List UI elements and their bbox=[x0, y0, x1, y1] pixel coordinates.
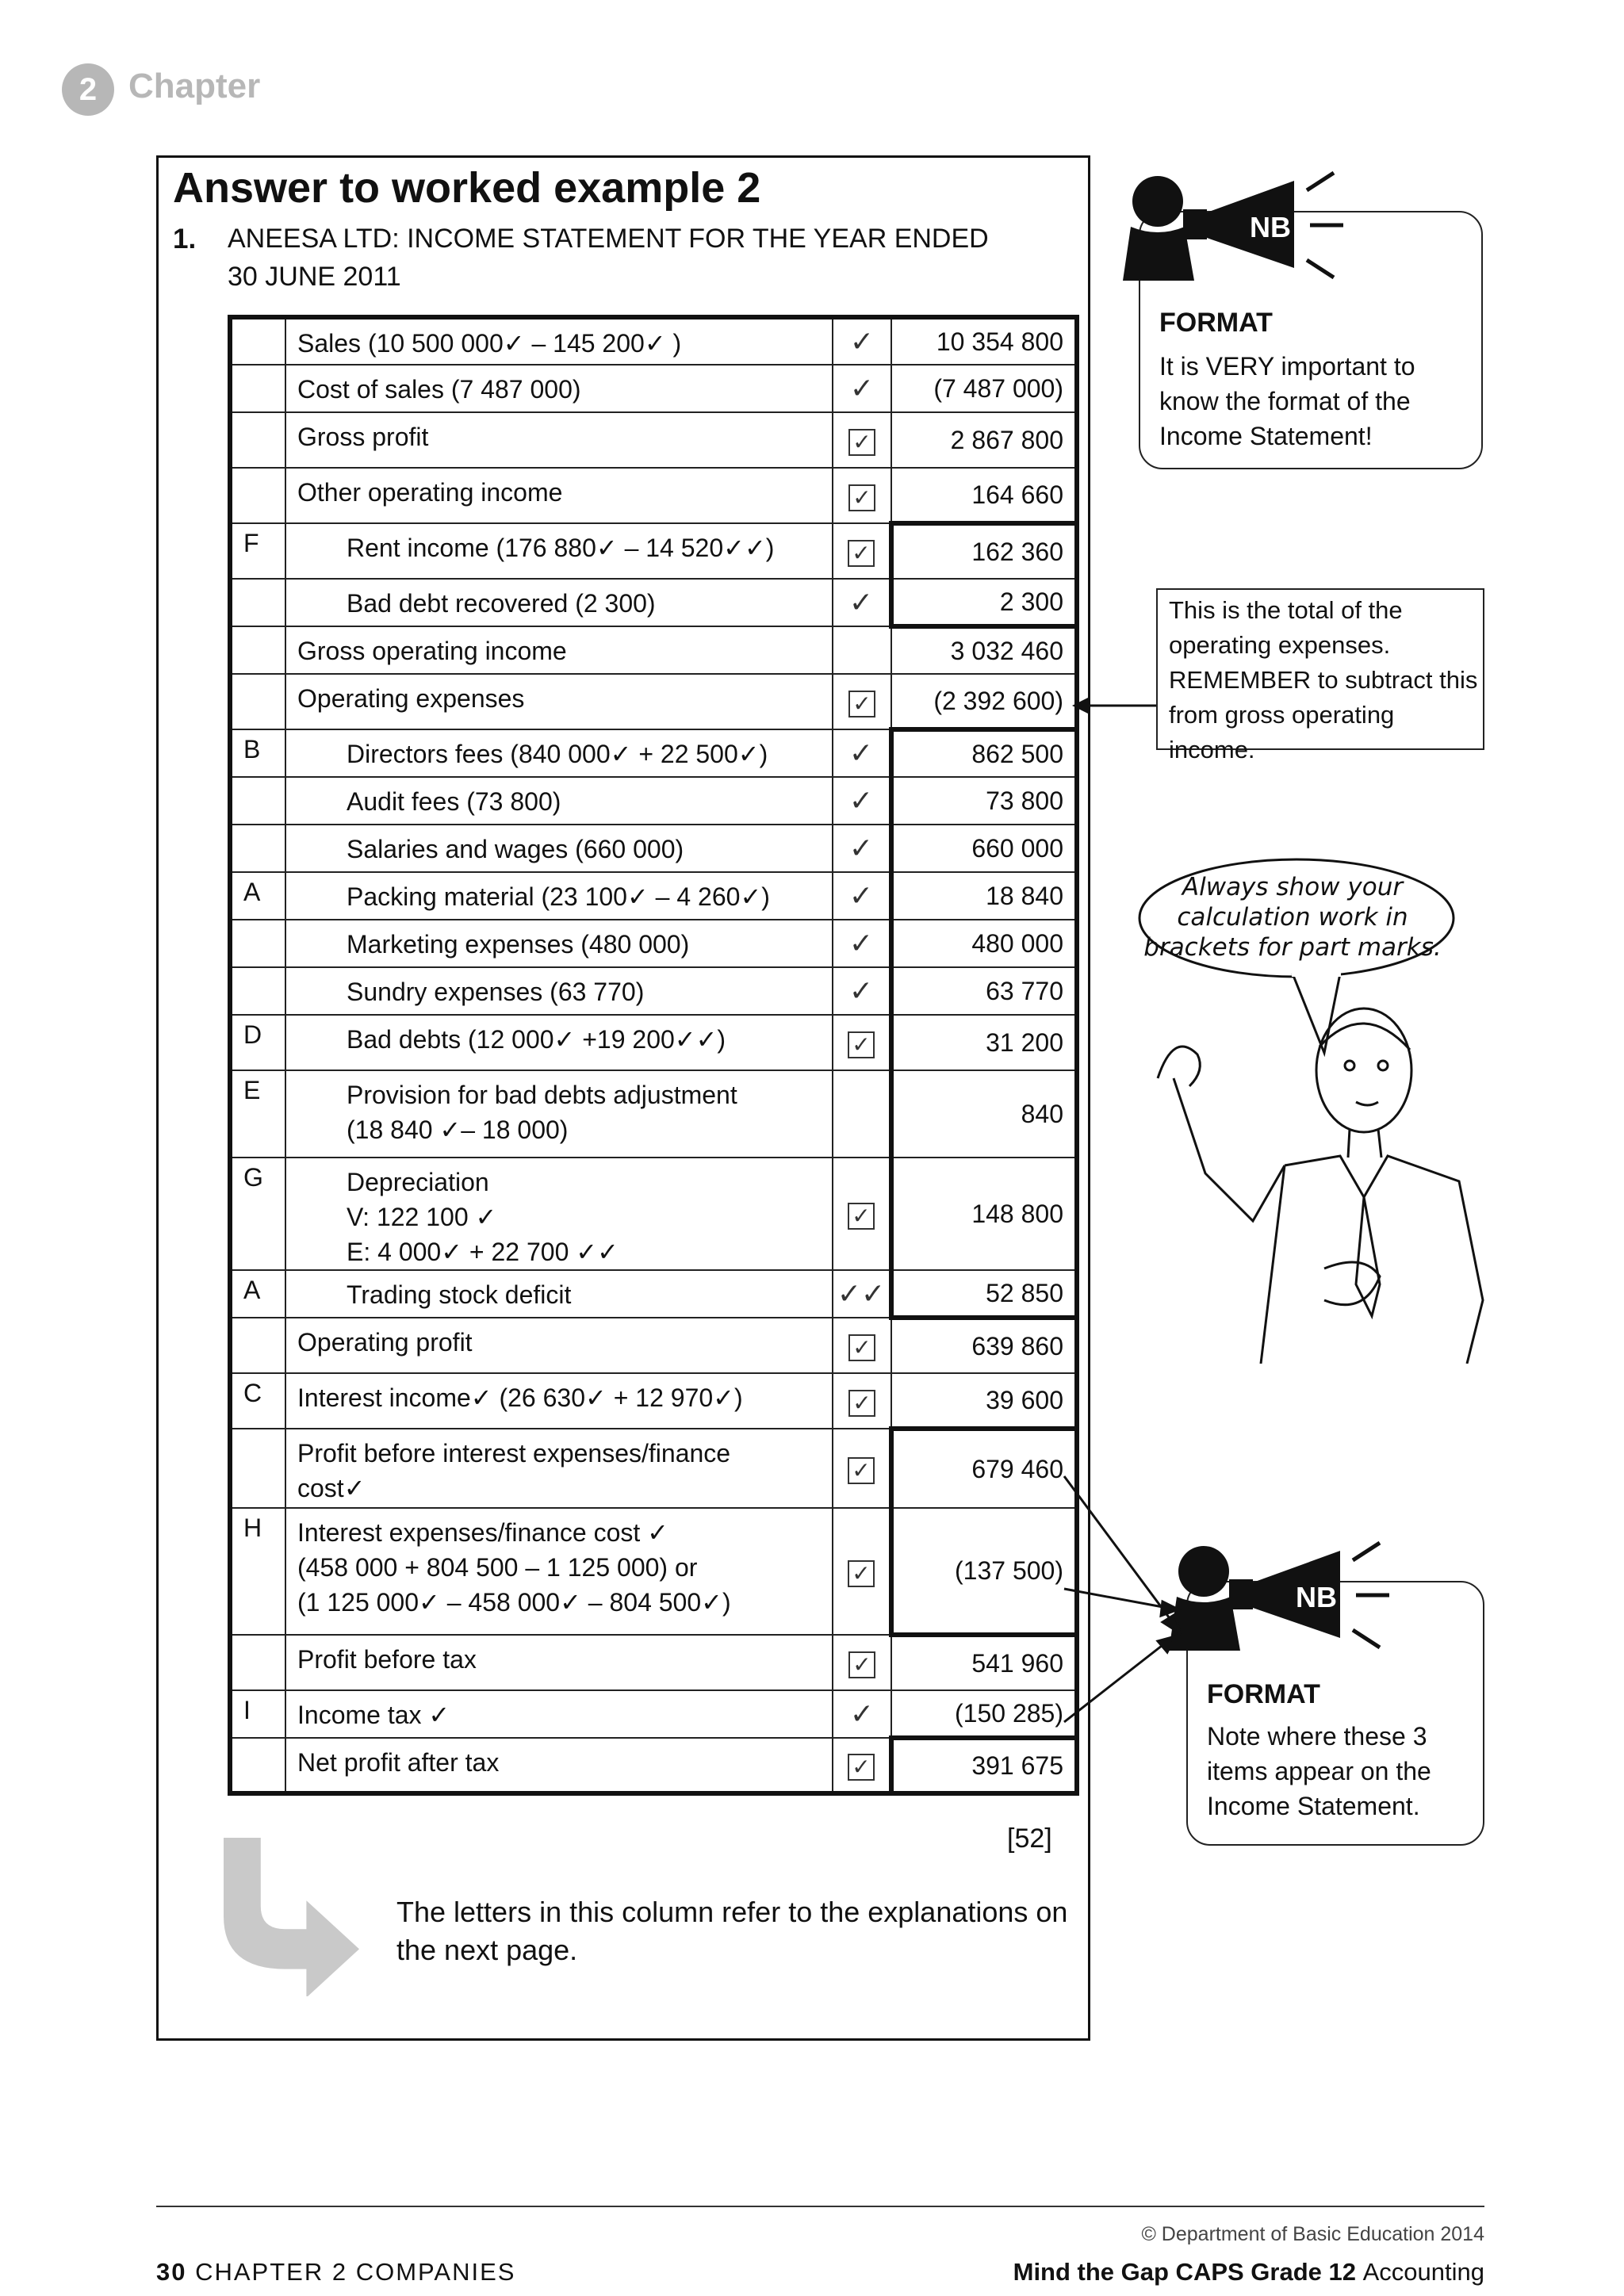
boxed-tick-icon: ✓ bbox=[848, 1560, 875, 1587]
line-item-description: Directors fees (840 000✓ + 22 500✓) bbox=[285, 729, 833, 777]
line-item-description: Cost of sales (7 487 000) bbox=[285, 365, 833, 412]
footer-chapter bbox=[156, 2258, 515, 2286]
statement-row bbox=[230, 1070, 1077, 1158]
tick-icon: ✓ bbox=[848, 879, 874, 912]
line-item-amount: 3 032 460 bbox=[891, 626, 1077, 674]
tick-icon: ✓ bbox=[849, 1697, 875, 1730]
explanation-letter bbox=[230, 468, 285, 523]
line-item-amount: 2 867 800 bbox=[891, 412, 1077, 468]
explanation-letter bbox=[230, 412, 285, 468]
statement-row bbox=[230, 523, 1077, 579]
statement-row bbox=[230, 825, 1077, 872]
tick-icon: ✓ bbox=[848, 832, 874, 864]
statement-row bbox=[230, 317, 1077, 365]
line-item-amount: 39 600 bbox=[891, 1373, 1077, 1429]
line-item-description: Interest income✓ (26 630✓ + 12 970✓) bbox=[285, 1373, 833, 1429]
line-item-amount: 52 850 bbox=[891, 1270, 1077, 1318]
explanation-letter: I bbox=[230, 1690, 285, 1738]
format-callout-2-text: Note where these 3 items appear on the Income Statement. bbox=[1207, 1722, 1431, 1820]
statement-row bbox=[230, 412, 1077, 468]
tick-icon: ✓ bbox=[849, 325, 875, 358]
format-callout-1-title: FORMAT bbox=[1159, 308, 1273, 338]
statement-row bbox=[230, 1429, 1077, 1508]
explanation-letter bbox=[230, 579, 285, 626]
line-item-amount: 679 460 bbox=[891, 1429, 1077, 1508]
line-item-amount: 2 300 bbox=[891, 579, 1077, 626]
tick-icon: ✓ bbox=[848, 737, 874, 769]
mark-tick bbox=[833, 1070, 891, 1158]
line-item-amount: 840 bbox=[891, 1070, 1077, 1158]
mark-tick bbox=[833, 468, 891, 523]
line-item-description: Audit fees (73 800) bbox=[285, 777, 833, 825]
line-item-description: Income tax ✓ bbox=[285, 1690, 833, 1738]
explanation-letter: C bbox=[230, 1373, 285, 1429]
mark-tick bbox=[833, 317, 891, 365]
chapter-number-badge: 2 bbox=[62, 63, 114, 116]
boxed-tick-icon: ✓ bbox=[848, 484, 875, 511]
mark-tick bbox=[833, 1270, 891, 1318]
line-item-amount: 164 660 bbox=[891, 468, 1077, 523]
mark-tick bbox=[833, 1429, 891, 1508]
statement-row bbox=[230, 1508, 1077, 1635]
explanation-letter: A bbox=[230, 1270, 285, 1318]
explanation-letter bbox=[230, 1738, 285, 1793]
explanation-letter bbox=[230, 825, 285, 872]
boxed-tick-icon: ✓ bbox=[848, 1457, 875, 1484]
chapter-label: Chapter bbox=[128, 67, 261, 105]
mark-tick bbox=[833, 872, 891, 920]
line-item-description: Marketing expenses (480 000) bbox=[285, 920, 833, 967]
explanation-letter: E bbox=[230, 1070, 285, 1158]
speech-bubble-text: Always show your calculation work in brackets for part marks. bbox=[1143, 873, 1442, 962]
boxed-tick-icon: ✓ bbox=[848, 429, 875, 456]
line-item-description: Gross operating income bbox=[285, 626, 833, 674]
line-item-amount: 148 800 bbox=[891, 1158, 1077, 1270]
mark-tick bbox=[833, 1690, 891, 1738]
line-item-description: Other operating income bbox=[285, 468, 833, 523]
line-item-description: Gross profit bbox=[285, 412, 833, 468]
line-item-description: Salaries and wages (660 000) bbox=[285, 825, 833, 872]
mark-tick bbox=[833, 729, 891, 777]
question-heading-line-2: 30 JUNE 2011 bbox=[228, 262, 401, 292]
boxed-tick-icon: ✓ bbox=[848, 1203, 875, 1230]
mark-tick bbox=[833, 1158, 891, 1270]
description-line: (18 840 ✓– 18 000) bbox=[347, 1115, 569, 1144]
footer-book bbox=[1013, 2258, 1484, 2286]
boxed-tick-icon: ✓ bbox=[848, 1390, 875, 1417]
line-item-amount: 480 000 bbox=[891, 920, 1077, 967]
line-item-description: Operating expenses bbox=[285, 674, 833, 729]
line-item-description bbox=[285, 1508, 833, 1635]
megaphone-person-icon bbox=[1120, 165, 1350, 284]
question-heading-line-1: ANEESA LTD: INCOME STATEMENT FOR THE YEAR ENDED bbox=[228, 224, 989, 254]
line-item-description bbox=[285, 1158, 833, 1270]
question-number: 1. bbox=[173, 224, 197, 254]
nb-badge-1: NB bbox=[1250, 211, 1291, 243]
statement-row bbox=[230, 365, 1077, 412]
mark-tick bbox=[833, 1373, 891, 1429]
nb-badge-2: NB bbox=[1296, 1581, 1337, 1613]
description-line: Provision for bad debts adjustment bbox=[347, 1081, 737, 1109]
book-title: Mind the Gap CAPS Grade 12 bbox=[1013, 2258, 1363, 2286]
mark-tick bbox=[833, 825, 891, 872]
book-subject: Accounting bbox=[1362, 2258, 1484, 2286]
footer-chapter-title: CHAPTER 2 COMPANIES bbox=[195, 2258, 516, 2286]
mark-tick bbox=[833, 365, 891, 412]
statement-row bbox=[230, 777, 1077, 825]
explanation-letter bbox=[230, 1635, 285, 1690]
line-item-description: Trading stock deficit bbox=[285, 1270, 833, 1318]
description-line: (1 125 000✓ – 458 000✓ – 804 500✓) bbox=[297, 1588, 731, 1617]
explanation-letter bbox=[230, 920, 285, 967]
boxed-tick-icon: ✓ bbox=[848, 1334, 875, 1361]
explanation-letter bbox=[230, 317, 285, 365]
description-line: cost✓ bbox=[297, 1474, 366, 1502]
statement-row bbox=[230, 1635, 1077, 1690]
description-line: E: 4 000✓ + 22 700 ✓✓ bbox=[347, 1238, 619, 1266]
copyright: © Department of Basic Education 2014 bbox=[1141, 2223, 1484, 2245]
statement-row bbox=[230, 468, 1077, 523]
boxed-tick-icon: ✓ bbox=[848, 691, 875, 718]
line-item-amount: 162 360 bbox=[891, 523, 1077, 579]
letters-column-note: The letters in this column refer to the explanations on the next page. bbox=[396, 1896, 1068, 1966]
boxed-tick-icon: ✓ bbox=[848, 540, 875, 567]
mark-tick bbox=[833, 1635, 891, 1690]
explanation-letter bbox=[230, 1429, 285, 1508]
tick-icon: ✓ bbox=[848, 586, 874, 618]
explanation-letter bbox=[230, 674, 285, 729]
line-item-amount: 18 840 bbox=[891, 872, 1077, 920]
statement-row bbox=[230, 1015, 1077, 1070]
mark-tick bbox=[833, 920, 891, 967]
line-item-amount: 63 770 bbox=[891, 967, 1077, 1015]
page-title: Answer to worked example 2 bbox=[173, 164, 761, 212]
mark-tick bbox=[833, 626, 891, 674]
operating-expenses-note: This is the total of the operating expenses. REMEMBER to subtract this from gross operating income. bbox=[1169, 596, 1478, 763]
statement-row bbox=[230, 1373, 1077, 1429]
description-line: V: 122 100 ✓ bbox=[347, 1203, 497, 1231]
line-item-description bbox=[285, 1429, 833, 1508]
explanation-letter bbox=[230, 967, 285, 1015]
tick-icon: ✓✓ bbox=[837, 1277, 886, 1310]
line-item-description: Sundry expenses (63 770) bbox=[285, 967, 833, 1015]
line-item-amount: 10 354 800 bbox=[891, 317, 1077, 365]
line-item-amount: (137 500) bbox=[891, 1508, 1077, 1635]
explanation-letter: H bbox=[230, 1508, 285, 1635]
description-line: Profit before interest expenses/finance bbox=[297, 1439, 731, 1468]
explanation-letter bbox=[230, 365, 285, 412]
explanation-letter: D bbox=[230, 1015, 285, 1070]
statement-row bbox=[230, 1270, 1077, 1318]
description-line: Depreciation bbox=[347, 1168, 489, 1196]
line-item-amount: 541 960 bbox=[891, 1635, 1077, 1690]
line-item-description: Packing material (23 100✓ – 4 260✓) bbox=[285, 872, 833, 920]
tick-icon: ✓ bbox=[849, 372, 875, 404]
total-marks: [52] bbox=[1007, 1823, 1052, 1854]
description-line: (458 000 + 804 500 – 1 125 000) or bbox=[297, 1553, 698, 1582]
teacher-illustration bbox=[1126, 983, 1499, 1364]
statement-row bbox=[230, 1158, 1077, 1270]
footer-rule bbox=[156, 2206, 1484, 2207]
mark-tick bbox=[833, 1508, 891, 1635]
explanation-letter bbox=[230, 777, 285, 825]
line-item-amount: 31 200 bbox=[891, 1015, 1077, 1070]
statement-row bbox=[230, 1318, 1077, 1373]
mark-tick bbox=[833, 1738, 891, 1793]
page-number: 30 bbox=[156, 2258, 187, 2286]
boxed-tick-icon: ✓ bbox=[848, 1031, 875, 1058]
line-item-amount: 862 500 bbox=[891, 729, 1077, 777]
statement-row bbox=[230, 1690, 1077, 1738]
explanation-letter: F bbox=[230, 523, 285, 579]
line-item-amount: (7 487 000) bbox=[891, 365, 1077, 412]
arrow-left-icon bbox=[1071, 690, 1159, 721]
explanation-letter: B bbox=[230, 729, 285, 777]
mark-tick bbox=[833, 1015, 891, 1070]
statement-row bbox=[230, 579, 1077, 626]
income-statement-table bbox=[228, 315, 1079, 1796]
tick-icon: ✓ bbox=[848, 974, 874, 1007]
line-item-amount: 73 800 bbox=[891, 777, 1077, 825]
turn-arrow-icon bbox=[224, 1838, 390, 1996]
line-item-description: Bad debt recovered (2 300) bbox=[285, 579, 833, 626]
statement-row bbox=[230, 626, 1077, 674]
line-item-description: Operating profit bbox=[285, 1318, 833, 1373]
line-item-description bbox=[285, 1070, 833, 1158]
line-item-description: Bad debts (12 000✓ +19 200✓✓) bbox=[285, 1015, 833, 1070]
statement-row bbox=[230, 967, 1077, 1015]
statement-row bbox=[230, 729, 1077, 777]
tick-icon: ✓ bbox=[848, 784, 874, 817]
mark-tick bbox=[833, 777, 891, 825]
pointer-arrows-icon bbox=[1063, 1467, 1221, 1728]
tick-icon: ✓ bbox=[848, 927, 874, 959]
line-item-amount: (150 285) bbox=[891, 1690, 1077, 1738]
statement-row bbox=[230, 1738, 1077, 1793]
line-item-description: Profit before tax bbox=[285, 1635, 833, 1690]
line-item-description: Sales (10 500 000✓ – 145 200✓ ) bbox=[285, 317, 833, 365]
mark-tick bbox=[833, 1318, 891, 1373]
line-item-amount: 639 860 bbox=[891, 1318, 1077, 1373]
line-item-description: Rent income (176 880✓ – 14 520✓✓) bbox=[285, 523, 833, 579]
mark-tick bbox=[833, 967, 891, 1015]
statement-row bbox=[230, 674, 1077, 729]
boxed-tick-icon: ✓ bbox=[848, 1651, 875, 1678]
mark-tick bbox=[833, 674, 891, 729]
format-callout-1-text: It is VERY important to know the format of the Income Statement! bbox=[1159, 352, 1415, 450]
explanation-letter bbox=[230, 626, 285, 674]
mark-tick bbox=[833, 412, 891, 468]
line-item-amount: (2 392 600) bbox=[891, 674, 1077, 729]
mark-tick bbox=[833, 579, 891, 626]
explanation-letter: A bbox=[230, 872, 285, 920]
explanation-letter bbox=[230, 1318, 285, 1373]
statement-row bbox=[230, 920, 1077, 967]
line-item-amount: 391 675 bbox=[891, 1738, 1077, 1793]
explanation-letter: G bbox=[230, 1158, 285, 1270]
format-callout-2-title: FORMAT bbox=[1207, 1679, 1320, 1709]
description-line: Interest expenses/finance cost ✓ bbox=[297, 1518, 668, 1547]
line-item-description: Net profit after tax bbox=[285, 1738, 833, 1793]
boxed-tick-icon: ✓ bbox=[848, 1754, 875, 1781]
mark-tick bbox=[833, 523, 891, 579]
statement-row bbox=[230, 872, 1077, 920]
line-item-amount: 660 000 bbox=[891, 825, 1077, 872]
